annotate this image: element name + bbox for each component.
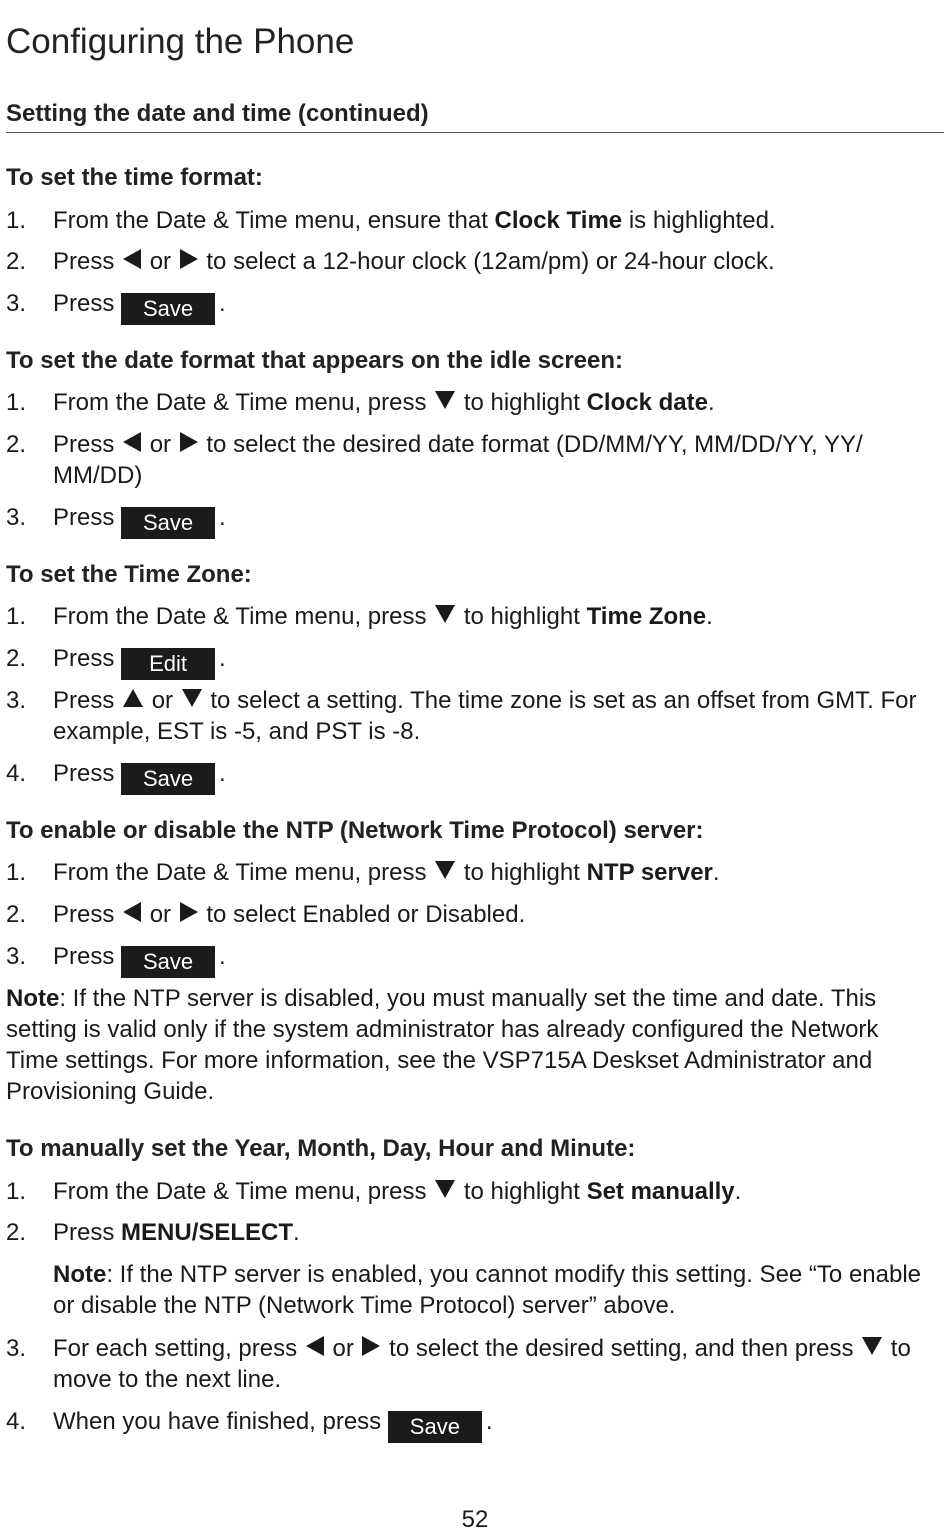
note-text: : If the NTP server is enabled, you cannot modify this setting. See “To enable or disable the NTP (Network Time Protocol) server” above. bbox=[53, 1261, 922, 1319]
step-number: 1. bbox=[6, 603, 27, 630]
left-arrow-icon bbox=[123, 902, 141, 922]
period: . bbox=[734, 1178, 742, 1205]
ntp-heading: To enable or disable the NTP (Network Time Protocol) server: bbox=[6, 817, 704, 844]
press-word: Press bbox=[53, 645, 115, 672]
ntp-note bbox=[6, 983, 906, 1107]
step-number: 4. bbox=[6, 760, 27, 787]
step-number: 3. bbox=[6, 290, 27, 317]
right-arrow-icon bbox=[180, 249, 198, 269]
step-text: to highlight bbox=[463, 603, 580, 630]
date-format-step-2 bbox=[6, 429, 948, 491]
period: . bbox=[219, 645, 226, 672]
step-number: 4. bbox=[6, 1408, 27, 1435]
press-word: Press bbox=[53, 687, 115, 714]
step-text: When you have finished, press bbox=[53, 1408, 382, 1435]
press-word: Press bbox=[53, 431, 115, 458]
time-zone-step-1 bbox=[6, 601, 948, 632]
date-format-heading: To set the date format that appears on the idle screen: bbox=[6, 347, 624, 374]
manual-step-2 bbox=[6, 1217, 948, 1248]
page-number: 52 bbox=[461, 1506, 489, 1533]
date-format-step-3 bbox=[6, 502, 948, 539]
save-softkey: Save bbox=[121, 293, 215, 325]
page-title: Configuring the Phone bbox=[6, 22, 355, 61]
step-text: From the Date & Time menu, ensure that bbox=[53, 207, 488, 234]
press-word: Press bbox=[53, 1219, 115, 1246]
time-format-step-2 bbox=[6, 246, 948, 277]
down-arrow-icon bbox=[182, 689, 202, 707]
press-word: Press bbox=[53, 248, 115, 275]
step-text: to select the desired setting, and then press bbox=[389, 1335, 854, 1362]
time-format-heading: To set the time format: bbox=[6, 164, 263, 191]
step-number: 3. bbox=[6, 943, 27, 970]
period: . bbox=[485, 1408, 493, 1435]
step-text: is highlighted. bbox=[628, 207, 776, 234]
step-text: From the Date & Time menu, press bbox=[53, 1178, 427, 1205]
step-number: 3. bbox=[6, 1335, 27, 1362]
period: . bbox=[219, 504, 226, 531]
step-text: to select a 12-hour clock (12am/pm) or 24-hour clock. bbox=[206, 248, 775, 275]
save-softkey: Save bbox=[121, 946, 215, 978]
step-text: From the Date & Time menu, press bbox=[53, 389, 427, 416]
time-zone-label: Time Zone bbox=[586, 603, 707, 630]
save-softkey: Save bbox=[388, 1411, 482, 1443]
step-text: to highlight bbox=[463, 1178, 580, 1205]
menu-select-label: MENU/SELECT bbox=[121, 1219, 294, 1246]
ntp-step-3 bbox=[6, 941, 948, 978]
step-number: 2. bbox=[6, 248, 27, 275]
note-text: : If the NTP server is disabled, you must manually set the time and date. This setting is valid only if the system administrator has already configured the Network Time settings. For more information, see the VSP715A Deskset Administrator and Provisioning Guide. bbox=[6, 985, 879, 1105]
time-zone-step-2 bbox=[6, 643, 948, 680]
edit-softkey: Edit bbox=[121, 648, 215, 680]
step-text: to select the desired date format (DD/MM/YY, MM/DD/YY, YY/ MM/DD) bbox=[53, 431, 863, 489]
up-arrow-icon bbox=[123, 689, 143, 707]
note-label: Note bbox=[6, 985, 60, 1012]
save-softkey: Save bbox=[121, 507, 215, 539]
time-format-step-1 bbox=[6, 205, 948, 236]
step-text: to highlight bbox=[463, 859, 580, 886]
step-text: From the Date & Time menu, press bbox=[53, 859, 427, 886]
manual-step-4 bbox=[6, 1406, 948, 1443]
step-text: From the Date & Time menu, press bbox=[53, 603, 427, 630]
ntp-step-2 bbox=[6, 899, 948, 930]
period: . bbox=[707, 389, 715, 416]
time-zone-heading: To set the Time Zone: bbox=[6, 561, 252, 588]
down-arrow-icon bbox=[435, 391, 455, 409]
down-arrow-icon bbox=[862, 1337, 882, 1355]
down-arrow-icon bbox=[435, 1180, 455, 1198]
press-word: Press bbox=[53, 901, 115, 928]
press-word: Press bbox=[53, 290, 115, 317]
left-arrow-icon bbox=[123, 249, 141, 269]
date-format-step-1 bbox=[6, 387, 948, 418]
manual-heading: To manually set the Year, Month, Day, Hour and Minute: bbox=[6, 1135, 636, 1162]
ntp-step-1 bbox=[6, 857, 948, 888]
down-arrow-icon bbox=[435, 861, 455, 879]
step-number: 1. bbox=[6, 389, 27, 416]
ntp-server-label: NTP server bbox=[586, 859, 713, 886]
period: . bbox=[706, 603, 713, 630]
set-manually-label: Set manually bbox=[586, 1178, 735, 1205]
step-number: 3. bbox=[6, 687, 27, 714]
period: . bbox=[219, 290, 226, 317]
save-softkey: Save bbox=[121, 763, 215, 795]
section-divider bbox=[6, 132, 944, 133]
time-zone-step-3 bbox=[6, 685, 948, 747]
period: . bbox=[712, 859, 720, 886]
or-word: or bbox=[149, 901, 172, 928]
step-number: 2. bbox=[6, 1219, 27, 1246]
manual-note bbox=[53, 1259, 933, 1321]
step-number: 1. bbox=[6, 207, 27, 234]
time-format-step-3 bbox=[6, 288, 948, 325]
period: . bbox=[219, 760, 226, 787]
step-number: 1. bbox=[6, 859, 27, 886]
section-title: Setting the date and time (continued) bbox=[6, 100, 429, 127]
step-text: to highlight bbox=[463, 389, 580, 416]
step-number: 1. bbox=[6, 1178, 27, 1205]
step-number: 2. bbox=[6, 431, 27, 458]
step-number: 2. bbox=[6, 901, 27, 928]
note-label: Note bbox=[53, 1261, 107, 1288]
right-arrow-icon bbox=[180, 902, 198, 922]
or-word: or bbox=[149, 248, 172, 275]
left-arrow-icon bbox=[306, 1336, 324, 1356]
step-number: 2. bbox=[6, 645, 27, 672]
manual-step-1 bbox=[6, 1176, 948, 1207]
press-word: Press bbox=[53, 760, 115, 787]
period: . bbox=[219, 943, 226, 970]
step-text: to move to the next line. bbox=[53, 1335, 911, 1393]
step-text: For each setting, press bbox=[53, 1335, 298, 1362]
down-arrow-icon bbox=[435, 605, 455, 623]
left-arrow-icon bbox=[123, 432, 141, 452]
or-word: or bbox=[151, 687, 174, 714]
step-number: 3. bbox=[6, 504, 27, 531]
right-arrow-icon bbox=[180, 432, 198, 452]
or-word: or bbox=[332, 1335, 354, 1362]
time-zone-step-4 bbox=[6, 758, 948, 795]
clock-date-label: Clock date bbox=[586, 389, 708, 416]
or-word: or bbox=[149, 431, 172, 458]
press-word: Press bbox=[53, 943, 115, 970]
right-arrow-icon bbox=[362, 1336, 380, 1356]
manual-step-3 bbox=[6, 1333, 948, 1395]
press-word: Press bbox=[53, 504, 115, 531]
clock-time-label: Clock Time bbox=[494, 207, 623, 234]
step-text: to select a setting. The time zone is set as an offset from GMT. For example, EST is -5, and PST is -8. bbox=[53, 687, 917, 745]
period: . bbox=[293, 1219, 300, 1246]
step-text: to select Enabled or Disabled. bbox=[206, 901, 526, 928]
